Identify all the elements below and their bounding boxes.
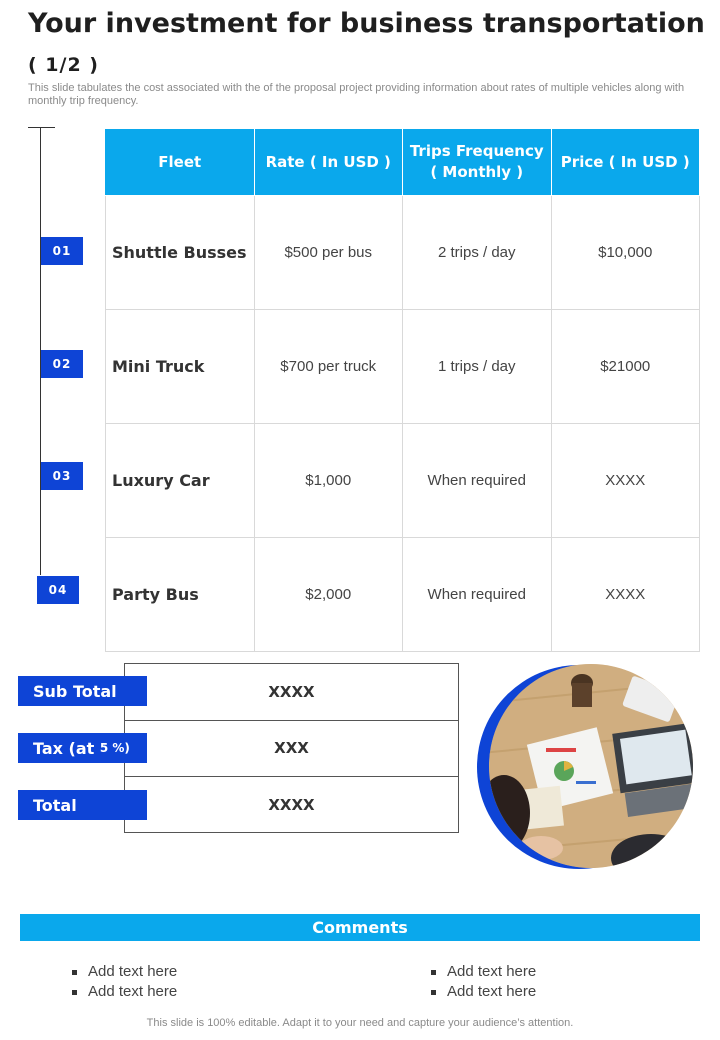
trips-cell: When required: [403, 538, 552, 652]
trips-cell: 1 trips / day: [403, 310, 552, 424]
table-row: [106, 196, 700, 310]
price-cell: $10,000: [551, 196, 700, 310]
row-number-badge: 04: [37, 576, 79, 604]
page-title: [28, 4, 708, 85]
summary-box: [124, 663, 459, 833]
comments-list-left: [70, 962, 177, 1002]
list-item: Add text here: [429, 982, 536, 1002]
total-value: XXXX: [268, 796, 315, 814]
timeline-cap: [28, 127, 55, 128]
subtotal-label: Sub Total: [18, 676, 147, 706]
rate-cell: $2,000: [254, 538, 403, 652]
rate-cell: $500 per bus: [254, 196, 403, 310]
tax-label: [18, 733, 147, 763]
fleet-cell: Luxury Car: [106, 424, 255, 538]
list-item: Add text here: [429, 962, 536, 982]
price-cell: XXXX: [551, 424, 700, 538]
fleet-cell: Party Bus: [106, 538, 255, 652]
photo-svg: [476, 663, 694, 870]
fleet-cell: Shuttle Busses: [106, 196, 255, 310]
table-row: [106, 310, 700, 424]
row-number-badge: 02: [41, 350, 83, 378]
total-label: Total: [18, 790, 147, 820]
fleet-table: [105, 128, 700, 652]
tax-value: XXX: [125, 720, 458, 777]
footer-note: This slide is 100% editable. Adapt it to your need and capture your audience’s attention.: [146, 1017, 574, 1029]
list-item: Add text here: [70, 982, 177, 1002]
header-rate: Rate ( In USD ): [254, 129, 403, 196]
price-cell: $21000: [551, 310, 700, 424]
row-number-badge: 01: [41, 237, 83, 265]
fleet-cell: Mini Truck: [106, 310, 255, 424]
table-row: [106, 424, 700, 538]
table-row: [106, 538, 700, 652]
title-main: Your investment for business transportation: [28, 8, 705, 39]
office-meeting-photo: [476, 663, 694, 870]
header-trips: Trips Frequency ( Monthly ): [403, 129, 552, 196]
comments-list-right: [429, 962, 536, 1002]
trips-cell: 2 trips / day: [403, 196, 552, 310]
trips-cell: When required: [403, 424, 552, 538]
header-price: Price ( In USD ): [551, 129, 700, 196]
tax-label-pct: 5 %): [99, 741, 130, 755]
tax-label-text: Tax (at: [33, 738, 95, 758]
rate-cell: $1,000: [254, 424, 403, 538]
row-number-badge: 03: [41, 462, 83, 490]
list-item: Add text here: [70, 962, 177, 982]
price-cell: XXXX: [551, 538, 700, 652]
rate-cell: $700 per truck: [254, 310, 403, 424]
comments-header: Comments: [20, 914, 700, 941]
header-fleet: Fleet: [106, 129, 255, 196]
table-header-row: [106, 129, 700, 196]
subtotal-value: XXXX: [125, 664, 458, 721]
page-subtitle: This slide tabulates the cost associated with the of the proposal project providing information about rates of multiple vehicles along with monthly trip frequency.: [28, 82, 685, 107]
title-part: ( 1/2 ): [28, 54, 99, 76]
